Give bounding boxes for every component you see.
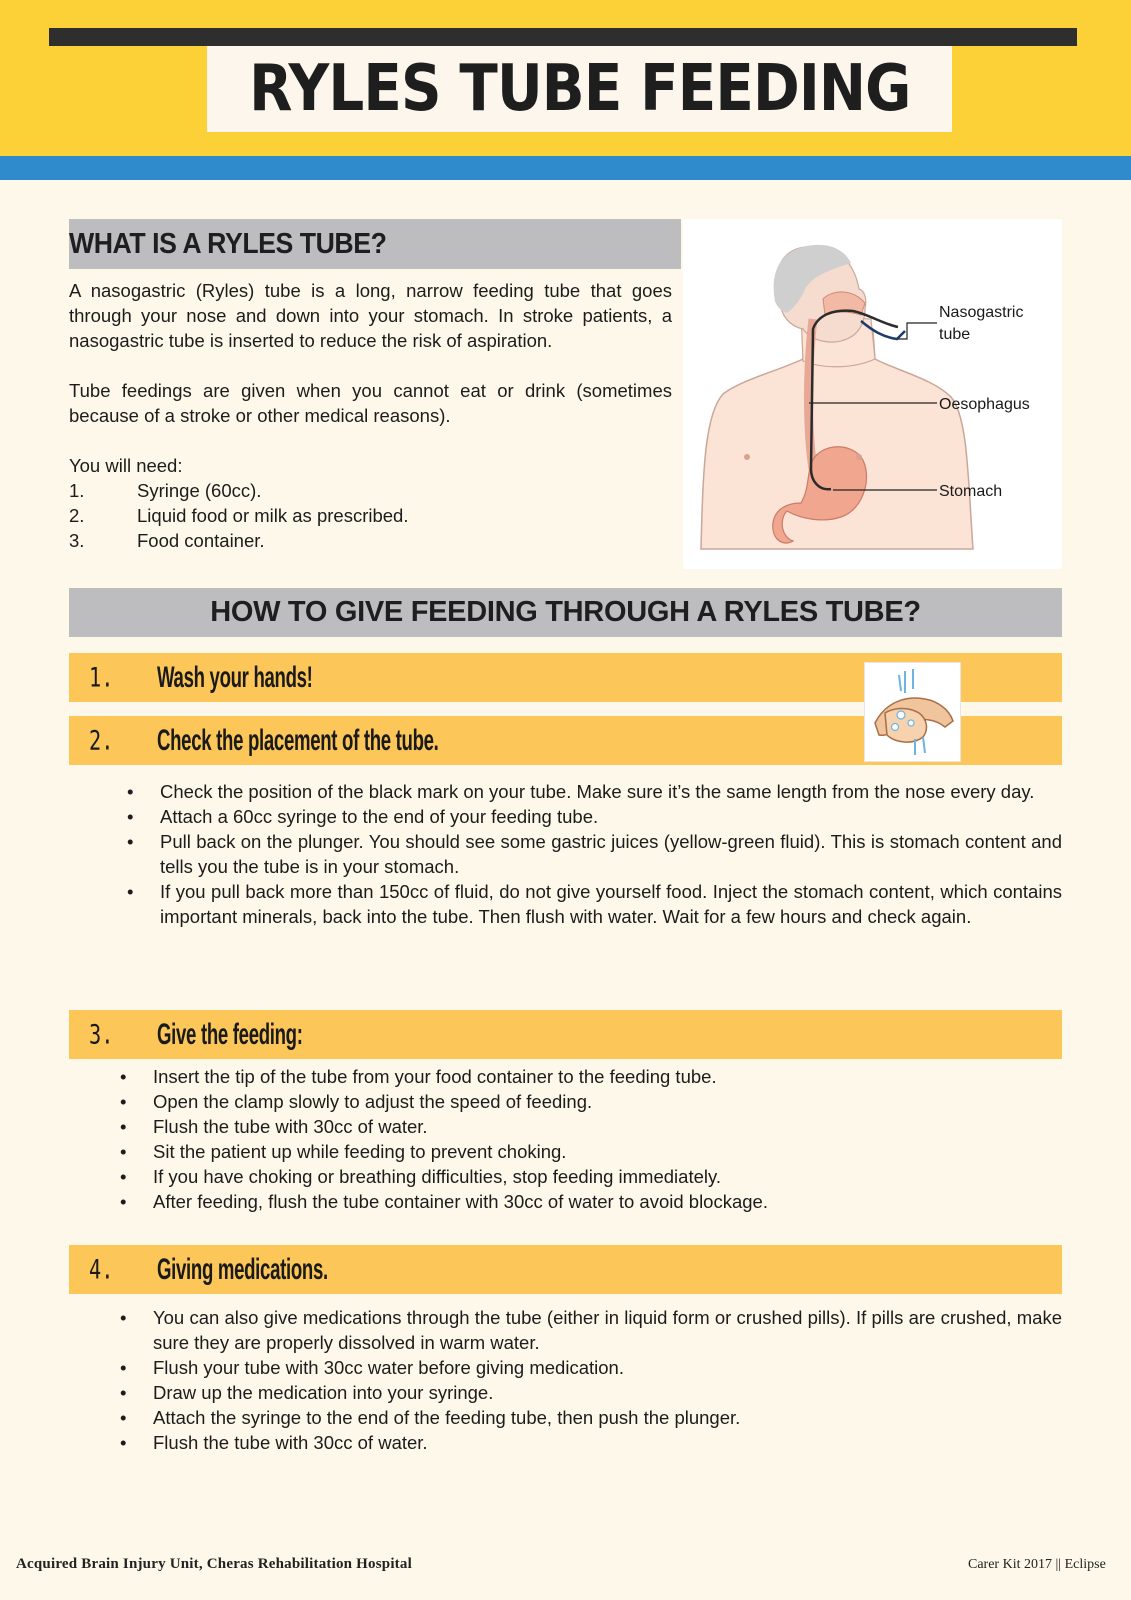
- step-3-bullets: [153, 1064, 1062, 1214]
- list-item-number: 2.: [69, 505, 85, 526]
- list-item-text: Syringe (60cc).: [137, 480, 262, 501]
- anatomy-illustration: [683, 219, 1062, 569]
- list-item: [69, 503, 672, 528]
- section-heading-what-is: [69, 219, 681, 269]
- header-dark-bar: [49, 28, 1077, 46]
- list-item-number: 3.: [69, 530, 85, 551]
- step-title: Wash your hands!: [157, 660, 313, 694]
- step-4-bar: [69, 1245, 1062, 1294]
- step-title: Giving medications.: [157, 1252, 328, 1286]
- step-number: 4.: [89, 1254, 114, 1285]
- list-item: [69, 478, 672, 503]
- anatomy-diagram: [683, 219, 1062, 569]
- label-oesophagus: Oesophagus: [939, 396, 1030, 413]
- list-item: • Flush the tube with 30cc of water.: [153, 1430, 1062, 1455]
- label-nasogastric-line2: tube: [939, 326, 971, 343]
- hand-washing-icon: [865, 663, 960, 761]
- title-box: [207, 46, 952, 132]
- step-number: 1.: [89, 662, 114, 693]
- list-item: • If you pull back more than 150cc of fluid, do not give yourself food. Inject the stomach content, which contains important minerals, back into the tube. Then flush with water. Wait for a few hours and check again.: [160, 879, 1062, 929]
- step-number: 3.: [89, 1019, 114, 1050]
- hand-washing-image: [864, 662, 961, 762]
- intro-paragraph-1: A nasogastric (Ryles) tube is a long, narrow feeding tube that goes through your nose and down into your stomach. In stroke patients, a nasogastric tube is inserted to reduce the risk of aspiration.: [69, 280, 672, 351]
- list-item: • Pull back on the plunger. You should see some gastric juices (yellow-green fluid). This is stomach content and tells you the tube is in your stomach.: [160, 829, 1062, 879]
- section-heading-how-to: HOW TO GIVE FEEDING THROUGH A RYLES TUBE?: [69, 588, 1062, 637]
- page-title: RYLES TUBE FEEDING: [248, 52, 911, 126]
- step-title: Check the placement of the tube.: [157, 723, 439, 757]
- list-item: • Attach a 60cc syringe to the end of your feeding tube.: [160, 804, 1062, 829]
- list-item: • Check the position of the black mark on your tube. Make sure it’s the same length from the nose every day.: [160, 779, 1062, 804]
- footer-credit: Carer Kit 2017 || Eclipse: [968, 1557, 1106, 1572]
- intro-paragraph-2: Tube feedings are given when you cannot eat or drink (sometimes because of a stroke or other medical reasons).: [69, 380, 672, 426]
- chest-mark-right: [856, 454, 862, 460]
- section-heading-what-is-text: WHAT IS A RYLES TUBE?: [69, 228, 387, 260]
- list-item-number: 1.: [69, 480, 85, 501]
- list-item: • Draw up the medication into your syringe.: [153, 1380, 1062, 1405]
- list-item: • Sit the patient up while feeding to prevent choking.: [153, 1139, 1062, 1164]
- chest-mark-left: [744, 454, 750, 460]
- intro-text: [69, 278, 672, 553]
- step-title: Give the feeding:: [157, 1017, 303, 1051]
- needs-list: [69, 478, 672, 553]
- list-item-text: Liquid food or milk as prescribed.: [137, 505, 409, 526]
- list-item: • Flush your tube with 30cc water before giving medication.: [153, 1355, 1062, 1380]
- list-item: • Open the clamp slowly to adjust the speed of feeding.: [153, 1089, 1062, 1114]
- list-item-text: Food container.: [137, 530, 265, 551]
- label-nasogastric-line1: Nasogastric: [939, 304, 1024, 321]
- header-blue-bar: [0, 156, 1131, 180]
- list-item: • Insert the tip of the tube from your food container to the feeding tube.: [153, 1064, 1062, 1089]
- step-4-bullets: [153, 1305, 1062, 1455]
- need-label: You will need:: [69, 455, 183, 476]
- list-item: • If you have choking or breathing difficulties, stop feeding immediately.: [153, 1164, 1062, 1189]
- label-stomach: Stomach: [939, 483, 1003, 500]
- step-number: 2.: [89, 725, 114, 756]
- list-item: • Attach the syringe to the end of the feeding tube, then push the plunger.: [153, 1405, 1062, 1430]
- step-3-bar: [69, 1010, 1062, 1059]
- list-item: • You can also give medications through the tube (either in liquid form or crushed pills). If pills are crushed, make sure they are properly dissolved in warm water.: [153, 1305, 1062, 1355]
- list-item: • Flush the tube with 30cc of water.: [153, 1114, 1062, 1139]
- list-item: [69, 528, 672, 553]
- footer-organization: Acquired Brain Injury Unit, Cheras Rehabilitation Hospital: [16, 1556, 412, 1572]
- list-item: • After feeding, flush the tube container with 30cc of water to avoid blockage.: [153, 1189, 1062, 1214]
- step-2-bullets: [160, 779, 1062, 929]
